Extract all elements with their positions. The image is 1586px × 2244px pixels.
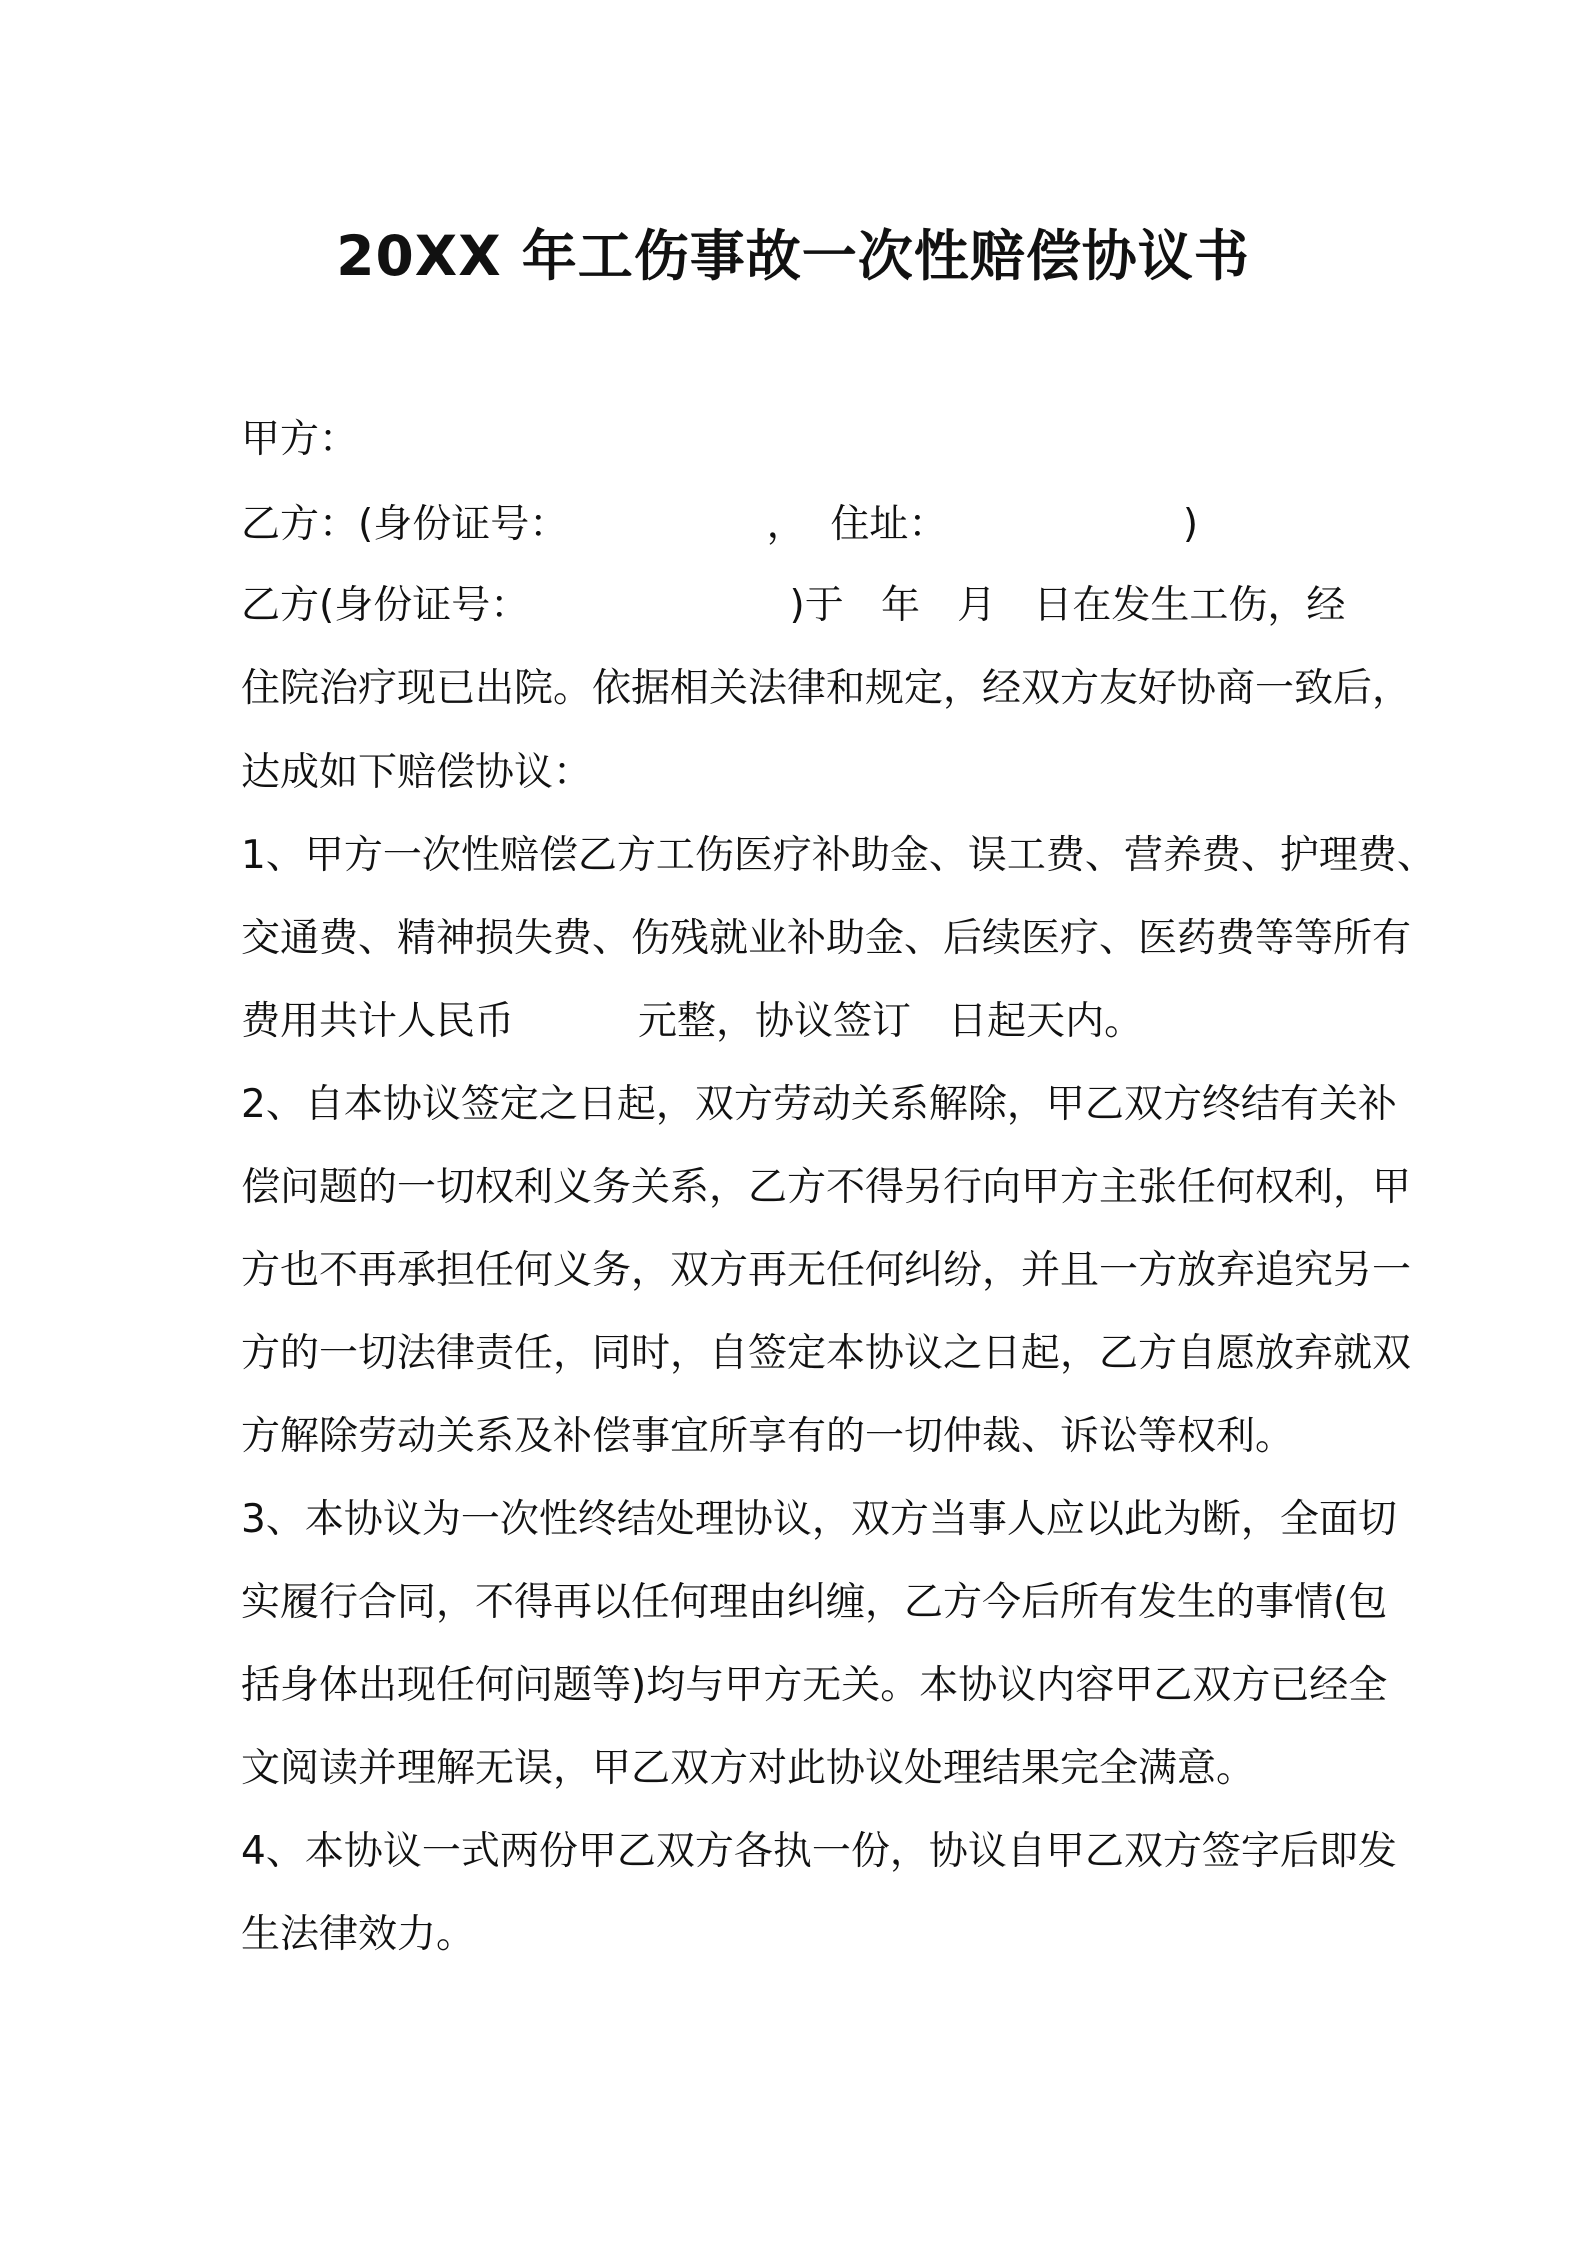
clause-1-line: 1、甲方一次性赔偿乙方工伤医疗补助金、误工费、营养费、护理费、 [241, 833, 1436, 878]
clause-1-line: 交通费、精神损失费、伤残就业补助金、后续医疗、医药费等等所有 [241, 916, 1412, 961]
clause-3-line: 文阅读并理解无误，甲乙双方对此协议处理结果完全满意。 [241, 1746, 1256, 1791]
clause-4-line: 生法律效力。 [241, 1912, 476, 1957]
document-title: 20XX 年工伤事故一次性赔偿协议书 [336, 224, 1250, 288]
clause-2-line: 偿问题的一切权利义务关系，乙方不得另行向甲方主张任何权利，甲 [241, 1165, 1412, 1210]
party-a-line: 甲方： [241, 417, 359, 462]
clause-4-line: 4、本协议一式两份甲乙双方各执一份，协议自甲乙双方签字后即发 [241, 1829, 1397, 1874]
party-b-id-address-line: 乙方：(身份证号： ， 住址： ) [241, 502, 1199, 547]
body-line: 达成如下赔偿协议： [241, 750, 593, 795]
body-line: 住院治疗现已出院。依据相关法律和规定，经双方友好协商一致后， [241, 666, 1412, 711]
clause-1-line: 费用共计人民币 元整，协议签订 日起天内。 [241, 999, 1144, 1044]
clause-2-line: 方也不再承担任何义务，双方再无任何纠纷，并且一方放弃追究另一 [241, 1248, 1412, 1293]
clause-3-line: 实履行合同，不得再以任何理由纠缠，乙方今后所有发生的事情(包 [241, 1580, 1388, 1625]
body-line: 乙方(身份证号： )于 年 月 日在发生工伤，经 [241, 583, 1346, 628]
clause-2-line: 方的一切法律责任，同时，自签定本协议之日起，乙方自愿放弃就双 [241, 1331, 1412, 1376]
clause-3-line: 括身体出现任何问题等)均与甲方无关。本协议内容甲乙双方已经全 [241, 1663, 1388, 1708]
clause-2-line: 方解除劳动关系及补偿事宜所享有的一切仲裁、诉讼等权利。 [241, 1414, 1295, 1459]
clause-3-line: 3、本协议为一次性终结处理协议，双方当事人应以此为断，全面切 [241, 1497, 1397, 1542]
clause-2-line: 2、自本协议签定之日起，双方劳动关系解除，甲乙双方终结有关补 [241, 1082, 1397, 1127]
